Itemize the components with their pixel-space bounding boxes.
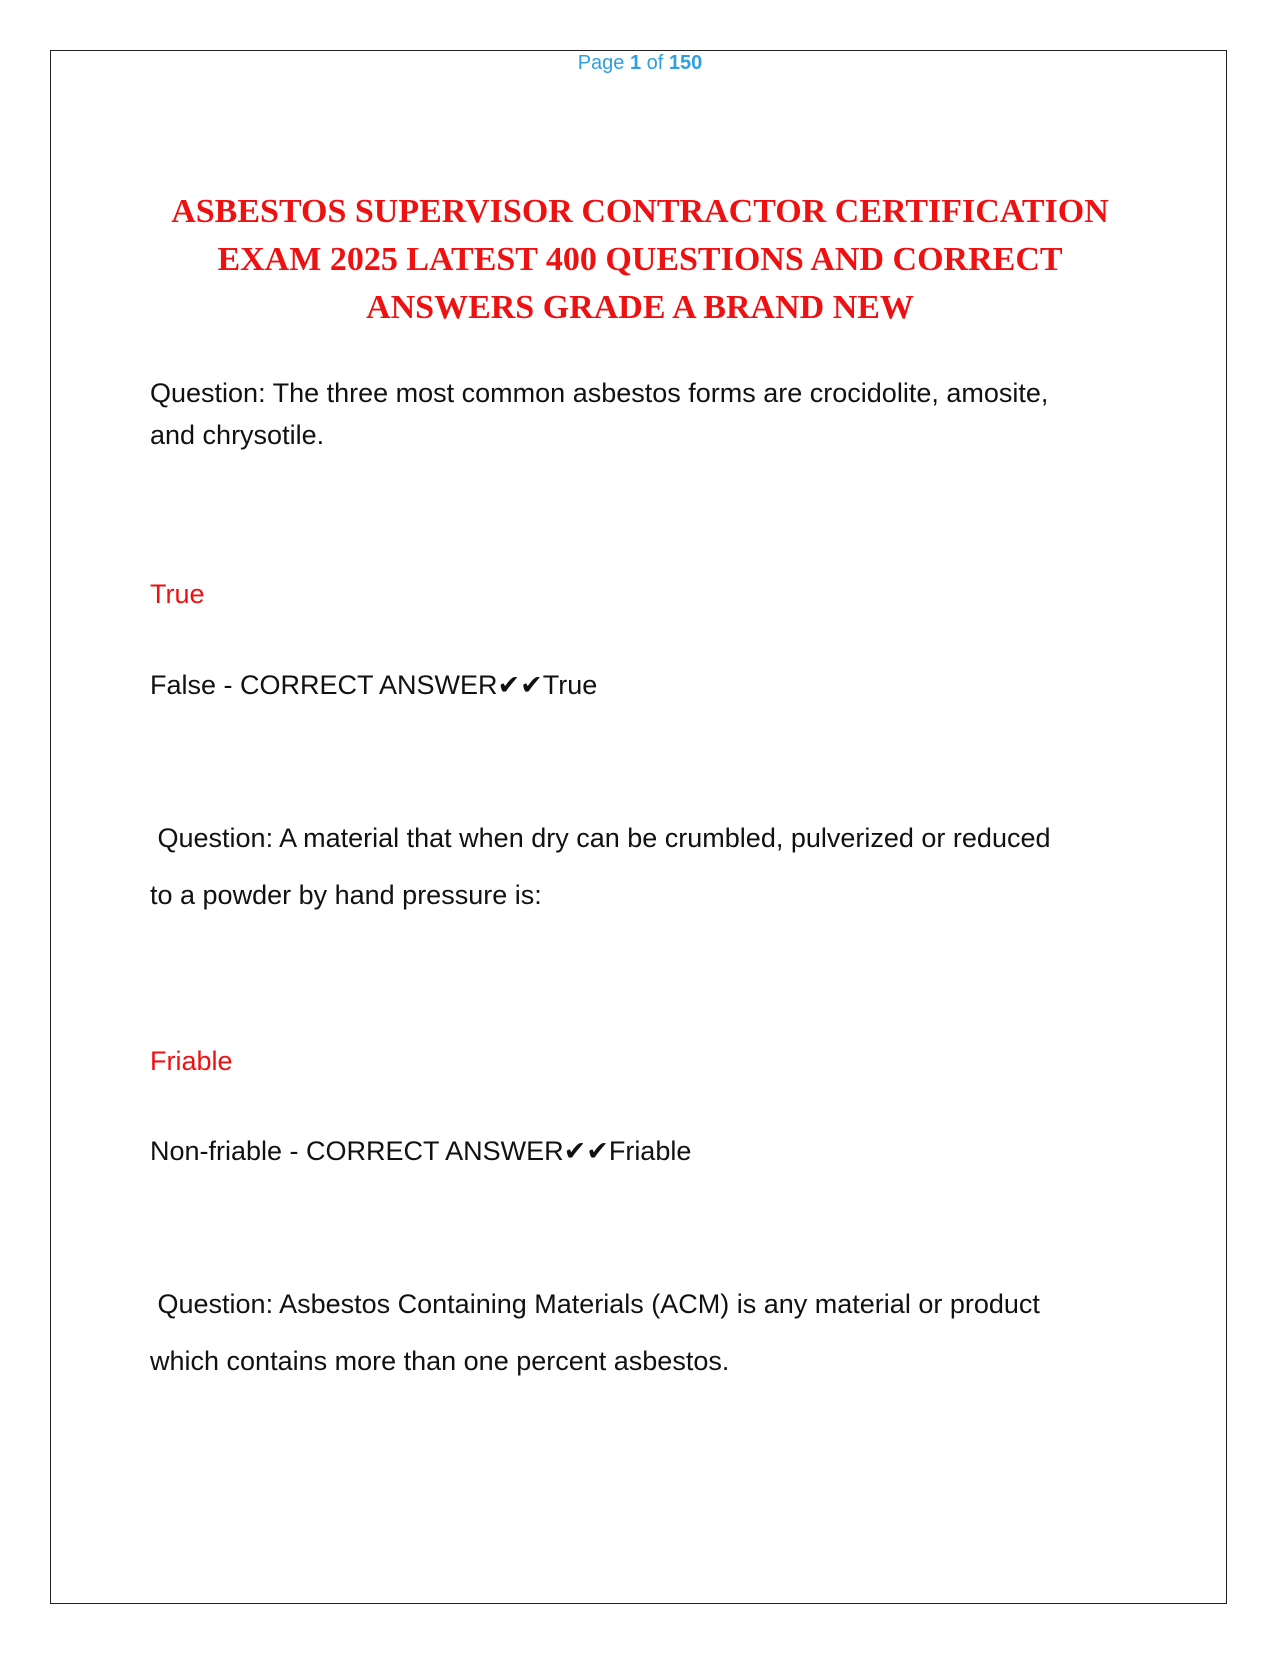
question-1 xyxy=(150,372,1048,456)
question-1-answer: False - CORRECT ANSWER✔✔True xyxy=(150,670,598,700)
page-prefix: Page xyxy=(577,52,625,74)
page-total: 150 xyxy=(668,52,703,74)
question-3-line-2: which contains more than one percent asbestos. xyxy=(150,1346,730,1376)
question-1-line-1: Question: The three most common asbestos forms are crocidolite, amosite, xyxy=(150,378,1049,408)
page-current: 1 xyxy=(629,52,642,74)
question-3-line-1: Question: Asbestos Containing Materials (ACM) is any material or product xyxy=(150,1289,1040,1319)
question-2-line-1: Question: A material that when dry can be crumbled, pulverized or reduced xyxy=(150,823,1051,853)
question-3 xyxy=(150,1276,1040,1390)
question-1-highlight: True xyxy=(150,579,205,609)
question-1-line-2: and chrysotile. xyxy=(150,420,325,450)
page-number xyxy=(0,52,1280,75)
document-title: ASBESTOS SUPERVISOR CONTRACTOR CERTIFICATION EXAM 2025 LATEST 400 QUESTIONS AND CORRECT ANSWERS GRADE A BRAND NEW xyxy=(171,193,1109,326)
question-2-line-2: to a powder by hand pressure is: xyxy=(150,880,542,910)
question-2 xyxy=(150,810,1051,924)
question-2-highlight: Friable xyxy=(150,1046,233,1076)
page-of: of xyxy=(646,52,664,74)
question-2-answer: Non-friable - CORRECT ANSWER✔✔Friable xyxy=(150,1136,692,1166)
